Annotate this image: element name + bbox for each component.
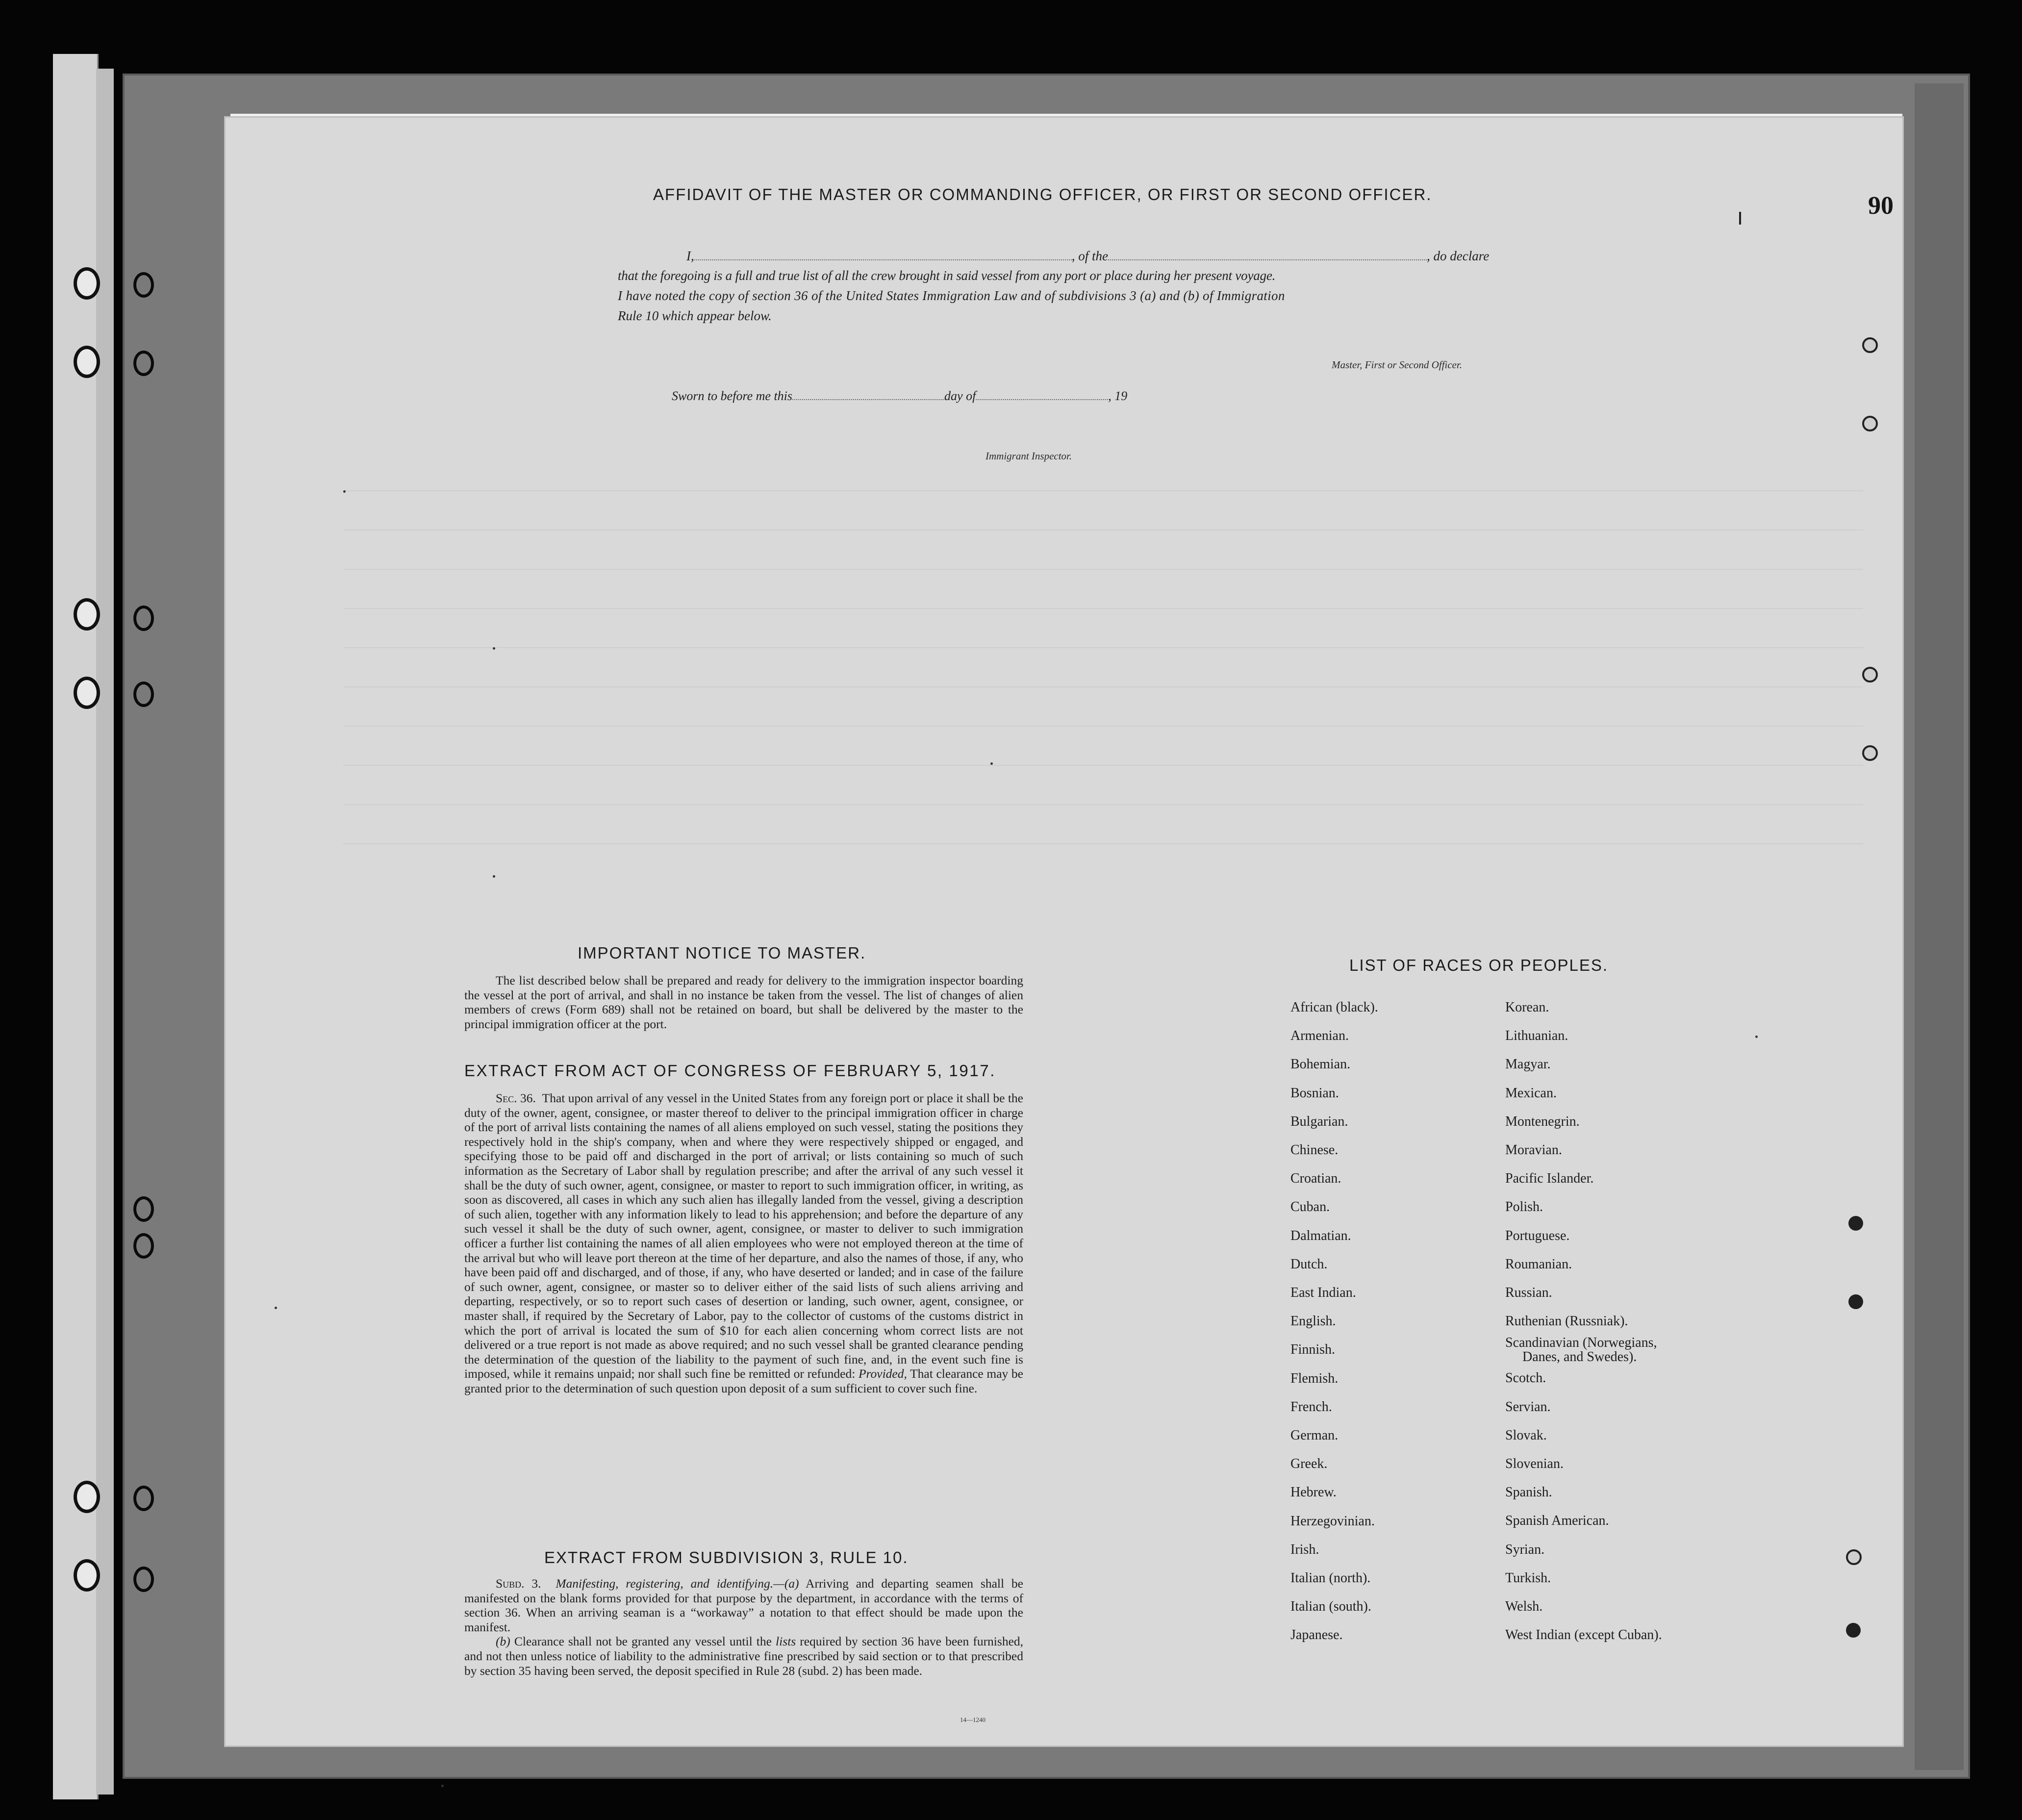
race-item: German.: [1290, 1428, 1339, 1443]
margin-hole: [1848, 1294, 1863, 1309]
race-item: Croatian.: [1290, 1171, 1341, 1187]
race-item: Servian.: [1505, 1399, 1551, 1415]
speck: [343, 490, 346, 493]
race-item: Polish.: [1505, 1199, 1543, 1215]
notice-paragraph: The list described below shall be prepared and ready for delivery to the immigration inspector boarding the vessel at the port of arrival, and shall in no instance be taken from the vessel. The list of changes of alien members of crews (Form 689) shall not be retained on board, but shall be delivered by the master to the principal immigration officer at the port.: [464, 973, 1023, 1031]
race-item: Korean.: [1505, 1000, 1549, 1015]
race-item: Montenegrin.: [1505, 1113, 1580, 1129]
race-item: Scandinavian (Norwegians, Danes, and Swedes).: [1505, 1335, 1657, 1365]
margin-hole: [1846, 1623, 1861, 1638]
race-item: Dutch.: [1290, 1256, 1328, 1272]
binder-hole: [74, 1559, 100, 1592]
affidavit-of-the-label: , of the: [1071, 249, 1108, 263]
race-item: Herzegovinian.: [1290, 1513, 1375, 1529]
binder-hole: [74, 346, 100, 378]
race-item: Bulgarian.: [1290, 1113, 1348, 1129]
race-item: Moravian.: [1505, 1142, 1562, 1158]
affidavit-line-3: I have noted the copy of section 36 of the United States Immigration Law and of subdivisions 3 (a) and (b) of Immigration: [618, 288, 1285, 303]
race-item: African (black).: [1290, 1000, 1378, 1015]
margin-mark: [1739, 212, 1741, 225]
race-item: Syrian.: [1505, 1542, 1545, 1557]
para-a-text: Arriving and departing seamen shall be manifested on the blank forms provided for that purpose by the department, in accordance with the terms of section 36. When an arriving seaman is a “workaway” a notation to that effect should be made upon the manifest.: [464, 1576, 1023, 1634]
immigrant-inspector-label: Immigrant Inspector.: [986, 450, 1072, 462]
punch-mark: [133, 1567, 154, 1592]
race-item: Scotch.: [1505, 1370, 1546, 1386]
section-label: Sec. 36.: [496, 1091, 536, 1105]
race-item: Portuguese.: [1505, 1228, 1570, 1243]
sworn-month-blank[interactable]: [976, 387, 1108, 400]
affidavit-line-2: that the foregoing is a full and true list of all the crew brought in said vessel from any port or place during her present voyage.: [618, 268, 1276, 283]
binder-hole: [74, 1481, 100, 1513]
para-a-label: —(a): [773, 1576, 799, 1591]
race-item: Hebrew.: [1290, 1485, 1337, 1500]
punch-mark: [133, 272, 154, 298]
master-signature-label: Master, First or Second Officer.: [1332, 359, 1462, 371]
binder-hole: [74, 267, 100, 300]
bleed-through-line: [343, 843, 1863, 844]
sworn-day-blank[interactable]: [792, 387, 944, 400]
race-item: Ruthenian (Russniak).: [1505, 1314, 1628, 1329]
race-item: Armenian.: [1290, 1028, 1349, 1044]
provided-word: Provided,: [858, 1366, 907, 1381]
race-item: Italian (south).: [1290, 1599, 1371, 1615]
affidavit-line-1: [618, 248, 1549, 264]
act-extract-body-end: That clearance may be granted prior to the determination of such question upon deposit of a sum sufficient to cover such fine.: [464, 1366, 1024, 1395]
act-extract-text: [464, 1091, 1023, 1395]
punch-mark: [133, 606, 154, 631]
race-item: Chinese.: [1290, 1142, 1339, 1158]
bleed-through-line: [343, 686, 1863, 687]
race-item: Roumanian.: [1505, 1256, 1572, 1272]
binder-strip: [53, 54, 99, 1799]
binder-strip-edge: [96, 69, 114, 1795]
speck: [493, 875, 495, 878]
sworn-before-label: Sworn to before me this: [672, 389, 793, 403]
binder-hole: [74, 677, 100, 709]
vessel-name-blank[interactable]: [1108, 248, 1427, 260]
race-item: Lithuanian.: [1505, 1028, 1568, 1044]
race-item: Dalmatian.: [1290, 1228, 1351, 1243]
margin-hole: [1846, 1549, 1862, 1565]
punch-mark: [133, 682, 154, 707]
bleed-through-line: [343, 569, 1863, 570]
speck: [1755, 1036, 1758, 1038]
para-b-text: required by section 36 have been furnished, and not then unless notice of liability to the administrative fine prescribed by said section or to that prescribed by section 35 having been served, the deposit specified in Rule 28 (subd. 2) has been made.: [464, 1634, 1024, 1678]
bleed-through-line: [343, 726, 1863, 727]
race-item: Finnish.: [1290, 1342, 1336, 1358]
race-item: Magyar.: [1505, 1057, 1551, 1072]
act-extract-body: That upon arrival of any vessel in the United States from any foreign port or place it shall be the duty of the owner, agent, consignee, or master thereof to deliver to the principal immigration officer in charge of the port of arrival lists containing the names of all aliens employed on such vessel, stating the positions they respectively hold in the ship's company, when and where they were respectively shipped or engaged, and specifying those to be paid off and discharged in the port of arrival; or lists containing so much of such information as the Secretary of Labor shall by regulation prescribe; and after the arrival of any such vessel it shall be the duty of such owner, agent, consignee, or master to report to such immigration officer, in writing, as soon as discovered, all cases in which any such alien has illegally landed from the vessel, giving a description of such alien, together with any information likely to lead to his apprehension; and before the departure of any such vessel it shall be the duty of such owner, agent, consignee, or master to deliver to such immigration officer a further list containing the names of all alien employees who were not employed thereon at the time of the arrival but who will leave port thereon at the time of her departure, and also the names of those, if any, who have been paid off and discharged, and of those, if any, who have deserted or landed; and in case of the failure of such owner, agent, consignee, or master so to deliver either of the said lists of such aliens arriving and departing, respectively, or so to report such cases of desertion or landing, such owner, agent, consignee, or master shall, if required by the Secretary of Labor, pay to the collector of customs of the customs district in which the port of arrival is located the sum of $10 for each alien concerning whom correct lists are not delivered or a true report is not made as above required; and no such vessel shall be granted clearance pending the determination of the question of the liability to the payment of such fine, and, in the event such fine is imposed, while it remains unpaid; nor shall such fine be remitted or refunded:: [464, 1091, 1023, 1381]
form-number: 14—1240: [960, 1716, 986, 1723]
subd-heading: Manifesting, registering, and identifying.: [556, 1576, 774, 1591]
race-item: Slovenian.: [1505, 1456, 1564, 1472]
margin-hole: [1862, 667, 1878, 682]
race-item: Italian (north).: [1290, 1570, 1371, 1586]
race-item: Bohemian.: [1290, 1057, 1351, 1072]
notice-text: [464, 973, 1023, 1031]
bleed-through-line: [343, 490, 1863, 491]
race-item: Spanish American.: [1505, 1513, 1609, 1529]
race-item: Welsh.: [1505, 1599, 1543, 1615]
bleed-through-line: [343, 608, 1863, 609]
race-item: East Indian.: [1290, 1285, 1356, 1301]
margin-hole: [1862, 416, 1878, 431]
margin-hole: [1848, 1216, 1863, 1231]
year-prefix-label: , 19: [1108, 389, 1128, 403]
subd-label: Subd. 3.: [496, 1576, 541, 1591]
race-item: Irish.: [1290, 1542, 1319, 1557]
speck: [990, 762, 993, 765]
bleed-through-line: [343, 765, 1863, 766]
race-item: Flemish.: [1290, 1370, 1339, 1386]
punch-mark: [133, 1233, 154, 1259]
binder-hole: [74, 598, 100, 631]
punch-mark: [133, 351, 154, 376]
sworn-line: [672, 387, 1603, 404]
races-column-2: [1505, 993, 1662, 1649]
race-item: Slovak.: [1505, 1427, 1547, 1443]
bleed-through-line: [343, 804, 1863, 805]
punch-mark: [133, 1486, 154, 1511]
bleed-through-line: [343, 647, 1863, 648]
officer-name-blank[interactable]: [694, 248, 1072, 260]
race-item: Turkish.: [1505, 1570, 1551, 1586]
affidavit-do-declare-label: , do declare: [1427, 249, 1490, 263]
race-item: West Indian (except Cuban).: [1505, 1627, 1662, 1643]
races-title: LIST OF RACES OR PEOPLES.: [1349, 956, 1609, 974]
races-column-1: [1290, 993, 1378, 1650]
page-number: 90: [1868, 192, 1894, 220]
speck: [275, 1307, 277, 1309]
race-item: Cuban.: [1290, 1199, 1330, 1215]
para-b-label: (b): [496, 1634, 510, 1649]
race-item: French.: [1290, 1399, 1332, 1415]
speck: [493, 647, 495, 650]
rule-extract-text: [464, 1576, 1023, 1678]
margin-hole: [1862, 337, 1878, 353]
affidavit-line-4: Rule 10 which appear below.: [618, 308, 772, 323]
bleed-through-line: [343, 530, 1863, 531]
punch-mark: [133, 1196, 154, 1222]
race-item: English.: [1290, 1314, 1336, 1329]
act-extract-title: EXTRACT FROM ACT OF CONGRESS OF FEBRUARY 5, 1917.: [464, 1062, 996, 1080]
margin-hole: [1862, 745, 1878, 761]
affidavit-i-label: I,: [686, 249, 694, 263]
race-item: Spanish.: [1505, 1485, 1552, 1500]
day-of-label: day of: [944, 389, 976, 403]
race-item: Russian.: [1505, 1285, 1552, 1301]
race-item: Japanese.: [1290, 1627, 1343, 1643]
speck: [441, 1785, 444, 1787]
para-b-start: Clearance shall not be granted any vessel until the: [514, 1634, 772, 1649]
para-b-lists: lists: [776, 1634, 796, 1649]
race-item: Pacific Islander.: [1505, 1171, 1594, 1187]
notice-title: IMPORTANT NOTICE TO MASTER.: [578, 944, 866, 962]
race-item: Mexican.: [1505, 1085, 1557, 1101]
race-item: Bosnian.: [1290, 1085, 1339, 1101]
rule-extract-title: EXTRACT FROM SUBDIVISION 3, RULE 10.: [544, 1548, 909, 1567]
affidavit-title: AFFIDAVIT OF THE MASTER OR COMMANDING OFFICER, OR FIRST OR SECOND OFFICER.: [653, 185, 1432, 203]
race-item: Greek.: [1290, 1456, 1328, 1472]
backing-board-edge: [1915, 83, 1964, 1770]
